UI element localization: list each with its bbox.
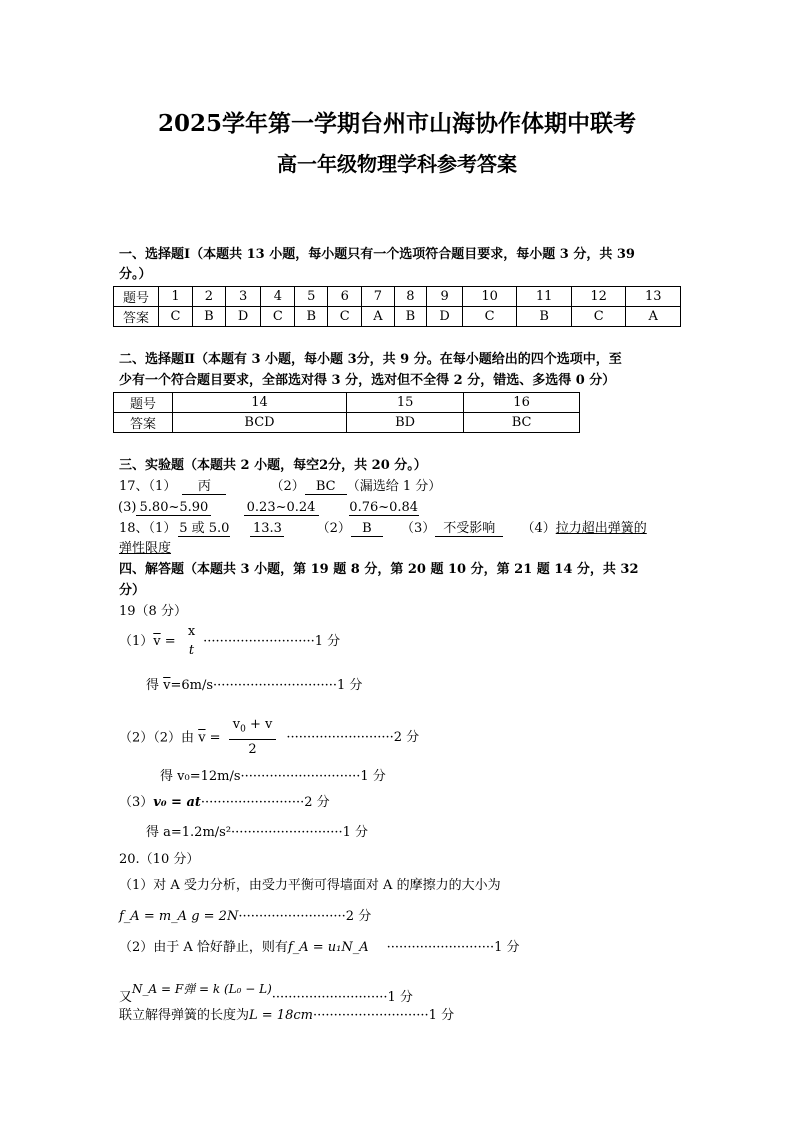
q18-answer-5: 拉力超出弹簧的 (555, 521, 647, 536)
step-text: 又 (119, 990, 133, 1005)
section4-heading: 四、解答题（本题共 3 小题，第 19 题 8 分，第 20 题 10 分，第 21 题 14 分，共 32 (119, 562, 639, 577)
q17-answer-3: 5.80~5.90 (136, 500, 211, 516)
table-cell: 12 (571, 287, 626, 307)
q17-label: 17、（1） (119, 479, 177, 494)
step-label: （1） (119, 634, 154, 649)
q18-part4-label: （4） (521, 521, 556, 536)
q20-equation1 (119, 908, 371, 926)
q17-answer-4: 0.23~0.24 (244, 500, 319, 516)
table-cell: D (225, 307, 261, 327)
v-bar: $\overline{v}$ (198, 730, 206, 746)
q17-answer-1: 丙 (182, 479, 226, 495)
q18-part2-label: （2） (316, 521, 351, 536)
result-value: 得 a=1.2m/s² (146, 825, 232, 840)
equation: f_A = m_A g = 2N (119, 909, 239, 924)
table-cell: 16 (464, 393, 580, 413)
fraction-average-velocity: $\frac{v_0 + v}{2}$ (229, 716, 277, 760)
numerator: x (187, 623, 196, 639)
table-cell: 1 (159, 287, 193, 307)
v-bar: $\overline{v}$ (163, 678, 171, 693)
equation: L = 18cm (249, 1008, 313, 1023)
q17-answer-2: BC (305, 479, 347, 495)
section1-heading: 一、选择题Ⅰ（本题共 13 小题，每小题只有一个选项符合题目要求，每小题 3 分，共 39 (119, 247, 635, 262)
result-value: =6m/s (170, 678, 214, 693)
equation: f_A = u₁N_A (287, 940, 369, 955)
table-cell: B (295, 307, 328, 327)
q20-heading: 20.（10 分） (119, 852, 200, 867)
equation: v₀ = at (153, 795, 201, 810)
row-label: 题号 (114, 393, 173, 413)
score: ·····························1 分 (240, 769, 386, 784)
q19-heading: 19（8 分） (119, 604, 187, 619)
table-cell: 3 (225, 287, 261, 307)
table-cell: 10 (462, 287, 517, 307)
table-cell: 8 (394, 287, 427, 307)
step-label: （3） (119, 795, 154, 810)
step-text: 联立解得弹簧的长度为 (119, 1008, 250, 1023)
q20-step2 (119, 939, 520, 957)
q19-step1 (119, 622, 340, 662)
section3-heading: 三、实验题（本题共 2 小题，每空2分，共 20 分。） (119, 458, 427, 473)
q20-step4 (119, 1007, 454, 1025)
q17-answer-5: 0.76~0.84 (349, 500, 419, 515)
section1-answer-table (113, 286, 681, 327)
table-cell: 13 (626, 287, 681, 307)
q18-answer-1: 5 或 5.0 (179, 521, 230, 536)
q20-step3 (119, 980, 413, 1007)
table-cell: B (394, 307, 427, 327)
q19-step3 (119, 794, 330, 812)
section1-heading-cont: 分。） (119, 267, 152, 282)
table-cell: C (571, 307, 626, 327)
q17-note: （漏选给 1 分） (346, 479, 442, 494)
table-cell: 5 (295, 287, 328, 307)
q19-result3 (146, 824, 368, 842)
result-prefix: 得 (146, 678, 164, 693)
table-cell: D (427, 307, 463, 327)
v0: v (232, 717, 241, 732)
equals: = (160, 634, 180, 649)
score: ······························1 分 (213, 678, 363, 693)
score: ···························1 分 (203, 634, 341, 649)
table-cell: 11 (517, 287, 572, 307)
table-cell: 9 (427, 287, 463, 307)
denominator: t (188, 642, 195, 658)
step-label: （2）（2）由 (119, 730, 199, 746)
table-cell: C (462, 307, 517, 327)
q17-part3-label: (3) (118, 500, 137, 515)
score: ··························2 分 (238, 909, 372, 924)
score: ··························1 分 (386, 940, 520, 955)
score: ····························1 分 (271, 990, 413, 1005)
plus-v: + v (245, 717, 273, 732)
table-cell: 14 (173, 393, 347, 413)
table-cell: BC (464, 413, 580, 433)
table-cell: C (328, 307, 362, 327)
q18-part3-label: （3） (401, 521, 436, 536)
q17-line2 (118, 499, 419, 517)
table-cell: 7 (362, 287, 394, 307)
table-cell: BD (347, 413, 464, 433)
q18-label: 18、（1） (119, 521, 177, 536)
score: ····························1 分 (312, 1008, 455, 1023)
fraction-x-over-t (184, 623, 199, 661)
table-cell: 4 (261, 287, 295, 307)
q19-result2 (160, 768, 386, 786)
section2-answer-table (113, 392, 580, 433)
row-label: 题号 (114, 287, 159, 307)
q19-result1 (146, 677, 362, 695)
document-title: 2025学年第一学期台州市山海协作体期中联考 (157, 110, 636, 137)
q17-part2-label: （2） (270, 479, 305, 494)
table-cell: 6 (328, 287, 362, 307)
score: ···························1 分 (231, 825, 369, 840)
score: ··························2 分 (286, 730, 420, 746)
equals: = (205, 730, 225, 746)
q18-answer-2: 13.3 (250, 521, 284, 537)
table-cell: A (626, 307, 681, 327)
table-cell: A (362, 307, 394, 327)
row-label: 答案 (114, 307, 159, 327)
q18-line1 (119, 520, 647, 538)
q18-answer-5-cont: 弹性限度 (119, 541, 172, 556)
table-cell: B (193, 307, 226, 327)
v-bar: $\overline{v}$ (153, 634, 161, 649)
q19-step2 (119, 716, 419, 760)
step-text: （2）由于 A 恰好静止，则有 (119, 940, 288, 955)
denominator: 2 (248, 741, 257, 757)
equation: N_A = F弹 = k (L₀ − L) (132, 982, 272, 996)
row-label: 答案 (114, 413, 173, 433)
table-cell: B (517, 307, 572, 327)
table-cell: C (159, 307, 193, 327)
document-subtitle: 高一年级物理学科参考答案 (277, 152, 517, 176)
q18-answer-3: B (351, 521, 383, 537)
section2-heading-cont: 少有一个符合题目要求，全部选对得 3 分，选对但不全得 2 分，错选、多选得 0 分） (119, 373, 616, 388)
table-cell: 15 (347, 393, 464, 413)
q18-answer-4: 不受影响 (435, 521, 503, 537)
q17-line1 (119, 478, 441, 496)
table-cell: BCD (173, 413, 347, 433)
result-value: 得 v₀=12m/s (160, 769, 241, 784)
q20-step1: （1）对 A 受力分析，由受力平衡可得墙面对 A 的摩擦力的大小为 (119, 878, 501, 893)
score: ·························2 分 (200, 795, 330, 810)
table-cell: 2 (193, 287, 226, 307)
section4-heading-cont: 分） (119, 583, 146, 598)
section2-heading: 二、选择题Ⅱ（本题有 3 小题，每小题 3分，共 9 分。在每小题给出的四个选项中，至 (119, 352, 622, 367)
table-cell: C (261, 307, 295, 327)
